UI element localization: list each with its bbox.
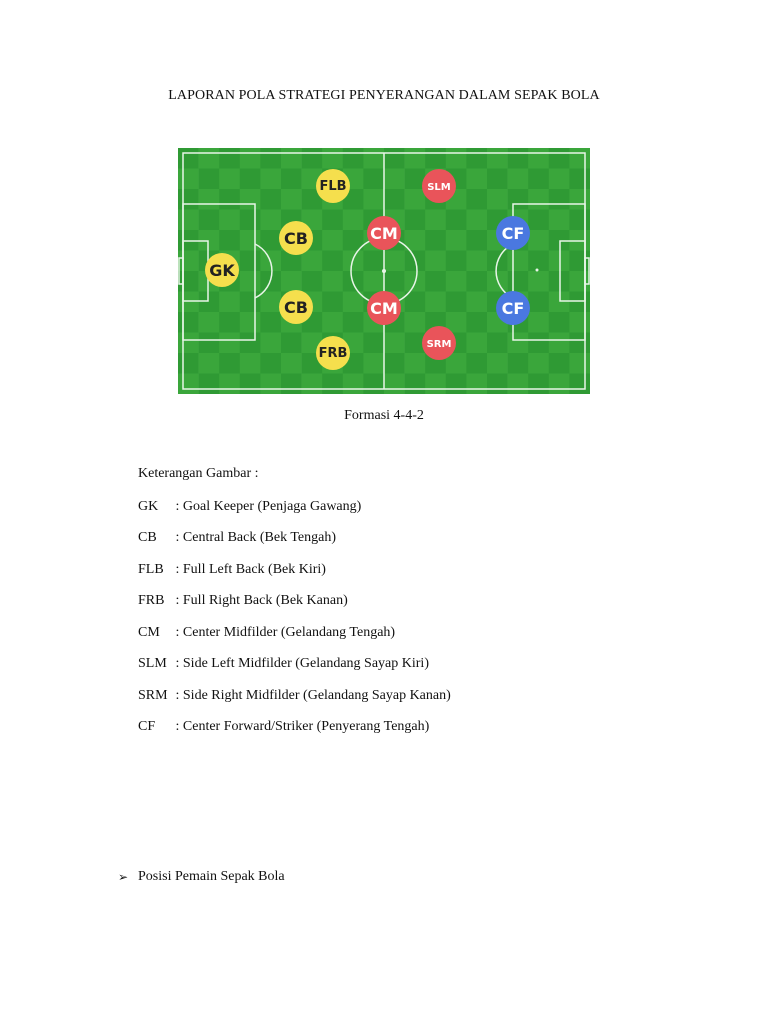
grass-tile (549, 374, 570, 395)
player-cf (496, 216, 530, 250)
grass-tile (528, 333, 549, 354)
grass-tile (199, 292, 220, 313)
grass-tile (322, 230, 343, 251)
grass-tile (363, 189, 384, 210)
grass-tile (549, 210, 570, 231)
legend-desc: : Center Forward/Striker (Penyerang Tengah) (172, 719, 430, 734)
grass-tile (178, 210, 199, 231)
bullet-text: Posisi Pemain Sepak Bola (138, 869, 285, 884)
legend-abbr: GK (138, 499, 159, 514)
player-label: FRB (318, 346, 348, 361)
legend-abbr: SRM (138, 688, 168, 703)
grass-tile (363, 333, 384, 354)
grass-tile (240, 312, 261, 333)
legend-desc: : Full Right Back (Bek Kanan) (172, 593, 348, 608)
grass-tile (487, 353, 508, 374)
grass-tile (425, 292, 446, 313)
bullet-item (118, 869, 285, 885)
player-label: CM (370, 299, 398, 318)
grass-tile (508, 189, 529, 210)
grass-tile (219, 189, 240, 210)
legend-desc: : Center Midfilder (Gelandang Tengah) (172, 625, 396, 640)
grass-tile (466, 251, 487, 272)
legend-desc: : Side Left Midfilder (Gelandang Sayap Kiri) (172, 656, 429, 671)
grass-tile (322, 292, 343, 313)
grass-tile (343, 374, 364, 395)
grass-tile (549, 353, 570, 374)
grass-tile (363, 169, 384, 190)
grass-tile (178, 189, 199, 210)
grass-tile (260, 189, 281, 210)
grass-tile (343, 148, 364, 169)
grass-tile (384, 148, 405, 169)
grass-tile (466, 374, 487, 395)
grass-tile (240, 374, 261, 395)
grass-tile (281, 169, 302, 190)
legend-abbr: FRB (138, 593, 165, 608)
grass-tile (425, 374, 446, 395)
player-label: CF (501, 224, 525, 243)
grass-tile (302, 374, 323, 395)
legend-row (138, 688, 451, 704)
grass-tile (322, 271, 343, 292)
document-title: LAPORAN POLA STRATEGI PENYERANGAN DALAM SEPAK BOLA (168, 88, 600, 103)
grass-tile (569, 312, 590, 333)
grass-tile (466, 210, 487, 231)
grass-tile (569, 189, 590, 210)
grass-tile (508, 148, 529, 169)
grass-tile (425, 251, 446, 272)
grass-tile (178, 312, 199, 333)
grass-tile (569, 353, 590, 374)
grass-tile (240, 148, 261, 169)
grass-tile (528, 292, 549, 313)
grass-tile (178, 271, 199, 292)
legend-desc: : Side Right Midfilder (Gelandang Sayap Kanan) (172, 688, 451, 703)
player-label: CM (370, 224, 398, 243)
player-frb (316, 336, 350, 370)
grass-tile (446, 148, 467, 169)
grass-tile (508, 333, 529, 354)
grass-tile (528, 374, 549, 395)
grass-tile (302, 271, 323, 292)
grass-tile (405, 353, 426, 374)
grass-tile (466, 169, 487, 190)
legend-row (138, 530, 336, 546)
grass-tile (405, 374, 426, 395)
right-penalty-spot (536, 269, 539, 272)
grass-tile (466, 189, 487, 210)
player-cm (367, 216, 401, 250)
legend-desc: : Goal Keeper (Penjaga Gawang) (172, 499, 362, 514)
grass-tile (466, 353, 487, 374)
grass-tile (528, 210, 549, 231)
grass-tile (569, 333, 590, 354)
grass-tile (219, 169, 240, 190)
player-label: FLB (319, 179, 347, 194)
grass-tile (219, 353, 240, 374)
grass-tile (384, 169, 405, 190)
legend-desc: : Central Back (Bek Tengah) (172, 530, 336, 545)
grass-tile (405, 312, 426, 333)
legend-abbr: SLM (138, 656, 167, 671)
legend-title: Keterangan Gambar : (138, 466, 259, 481)
grass-tile (487, 148, 508, 169)
grass-tile (487, 169, 508, 190)
grass-tile (178, 353, 199, 374)
grass-tile (281, 148, 302, 169)
grass-tile (528, 148, 549, 169)
grass-tile (528, 271, 549, 292)
player-cm (367, 291, 401, 325)
grass-tile (199, 189, 220, 210)
legend-row (138, 719, 429, 735)
grass-tile (569, 169, 590, 190)
grass-tile (528, 169, 549, 190)
grass-tile (384, 271, 405, 292)
grass-tile (508, 353, 529, 374)
grass-tile (281, 353, 302, 374)
grass-tile (281, 189, 302, 210)
center-spot (382, 269, 386, 273)
player-label: SRM (426, 339, 452, 350)
grass-tile (240, 251, 261, 272)
grass-tile (260, 210, 281, 231)
legend-desc: : Full Left Back (Bek Kiri) (172, 562, 326, 577)
grass-tile (569, 148, 590, 169)
grass-tile (178, 374, 199, 395)
grass-tile (405, 210, 426, 231)
grass-tile (446, 271, 467, 292)
grass-tile (549, 169, 570, 190)
grass-tile (240, 230, 261, 251)
grass-tile (199, 169, 220, 190)
grass-tile (199, 333, 220, 354)
grass-tile (178, 251, 199, 272)
grass-tile (446, 374, 467, 395)
grass-tile (528, 189, 549, 210)
grass-tile (240, 353, 261, 374)
player-label: CF (501, 299, 525, 318)
grass-tile (446, 230, 467, 251)
legend-abbr: CF (138, 719, 156, 734)
grass-tile (549, 312, 570, 333)
grass-tile (425, 148, 446, 169)
grass-tile (384, 353, 405, 374)
grass-tile (508, 251, 529, 272)
grass-tile (466, 271, 487, 292)
player-flb (316, 169, 350, 203)
player-label: GK (209, 261, 235, 280)
grass-tile (219, 148, 240, 169)
grass-tile (405, 189, 426, 210)
grass-tile (199, 210, 220, 231)
figure-caption: Formasi 4-4-2 (344, 408, 424, 423)
grass-tile (549, 189, 570, 210)
grass-tile (322, 374, 343, 395)
grass-tile (240, 271, 261, 292)
grass-tile (281, 271, 302, 292)
grass-tile (240, 292, 261, 313)
grass-tile (466, 230, 487, 251)
grass-tile (322, 210, 343, 231)
grass-tile (446, 251, 467, 272)
grass-tile (508, 374, 529, 395)
grass-tile (260, 148, 281, 169)
grass-tile (178, 333, 199, 354)
grass-tile (528, 251, 549, 272)
grass-tile (219, 210, 240, 231)
player-cb (279, 290, 313, 324)
grass-tile (219, 312, 240, 333)
grass-tile (466, 312, 487, 333)
grass-tile (569, 271, 590, 292)
grass-tile (363, 271, 384, 292)
grass-tile (384, 251, 405, 272)
grass-tile (384, 374, 405, 395)
grass-tile (260, 353, 281, 374)
player-srm (422, 326, 456, 360)
grass-tile (260, 169, 281, 190)
grass-tile (569, 292, 590, 313)
grass-tile (178, 292, 199, 313)
legend-row (138, 593, 348, 609)
grass-tile (260, 333, 281, 354)
grass-tile (199, 312, 220, 333)
grass-tile (260, 374, 281, 395)
legend-abbr: CB (138, 530, 157, 545)
grass-tile (219, 230, 240, 251)
grass-tile (549, 333, 570, 354)
grass-tile (363, 374, 384, 395)
grass-tile (425, 271, 446, 292)
player-slm (422, 169, 456, 203)
grass-tile (199, 353, 220, 374)
grass-tile (528, 230, 549, 251)
grass-tile (240, 333, 261, 354)
grass-tile (281, 333, 302, 354)
grass-tile (322, 251, 343, 272)
grass-tile (199, 148, 220, 169)
grass-tile (260, 292, 281, 313)
legend-row (138, 656, 429, 672)
grass-tile (363, 148, 384, 169)
arrow-bullet-icon: ➢ (118, 869, 129, 884)
grass-tile (178, 169, 199, 190)
grass-tile (508, 169, 529, 190)
grass-tile (487, 333, 508, 354)
grass-tile (363, 251, 384, 272)
grass-tile (219, 292, 240, 313)
grass-tile (549, 148, 570, 169)
legend-abbr: FLB (138, 562, 164, 577)
player-cb (279, 221, 313, 255)
player-label: SLM (427, 182, 451, 193)
grass-tile (302, 251, 323, 272)
grass-tile (569, 210, 590, 231)
grass-tile (363, 353, 384, 374)
grass-tile (425, 210, 446, 231)
legend-abbr: CM (138, 625, 160, 640)
legend-row (138, 499, 361, 515)
legend-row (138, 625, 395, 641)
player-label: CB (284, 298, 308, 317)
grass-tile (219, 333, 240, 354)
grass-tile (240, 210, 261, 231)
grass-tile (240, 169, 261, 190)
field-svg (178, 148, 590, 394)
grass-tile (446, 210, 467, 231)
football-field-diagram (178, 148, 590, 394)
grass-tile (240, 189, 261, 210)
player-label: CB (284, 229, 308, 248)
grass-tile (178, 148, 199, 169)
grass-tile (528, 353, 549, 374)
grass-tile (384, 189, 405, 210)
grass-tile (508, 271, 529, 292)
grass-tile (343, 210, 364, 231)
grass-tile (281, 374, 302, 395)
grass-tile (487, 189, 508, 210)
grass-tile (260, 230, 281, 251)
grass-tile (405, 148, 426, 169)
grass-tile (322, 148, 343, 169)
grass-tile (343, 312, 364, 333)
grass-tile (487, 374, 508, 395)
grass-tile (466, 292, 487, 313)
grass-tile (302, 148, 323, 169)
grass-tile (528, 312, 549, 333)
grass-tile (219, 374, 240, 395)
grass-tile (569, 251, 590, 272)
grass-tile (260, 312, 281, 333)
grass-tile (466, 333, 487, 354)
grass-tile (446, 292, 467, 313)
grass-tile (425, 230, 446, 251)
player-cf (496, 291, 530, 325)
legend-row (138, 562, 326, 578)
grass-tile (466, 148, 487, 169)
grass-tile (569, 374, 590, 395)
grass-tile (384, 333, 405, 354)
grass-tile (199, 374, 220, 395)
grass-tile (322, 312, 343, 333)
player-gk (205, 253, 239, 287)
